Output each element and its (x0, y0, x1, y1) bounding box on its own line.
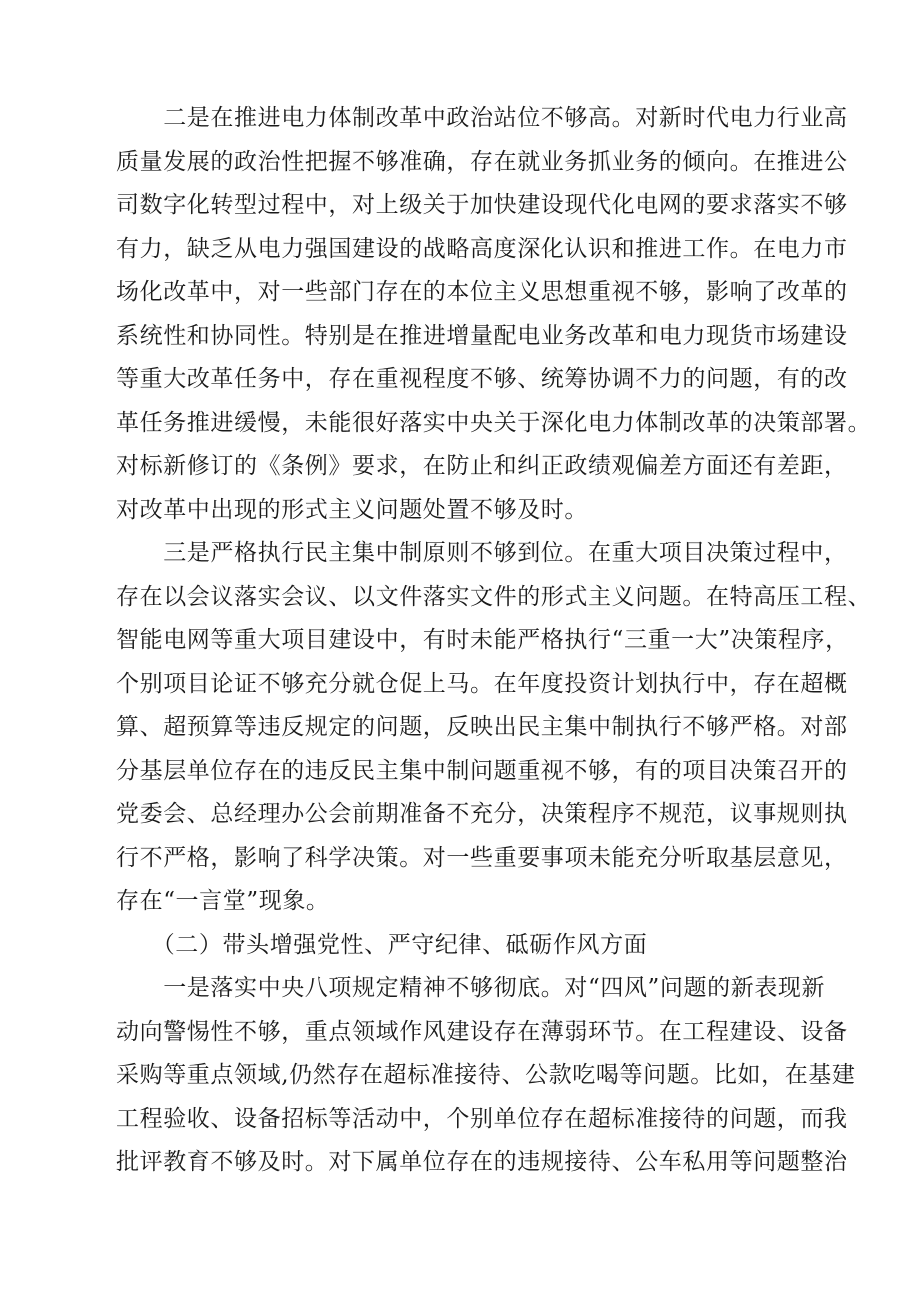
text-line: 工程验收、设备招标等活动中，个别单位存在超标准接待的问题，而我 (116, 1105, 848, 1132)
text-line: 质量发展的政治性把握不够准确，存在就业务抓业务的倾向。在推进公 (116, 148, 848, 175)
text-line: 个别项目论证不够充分就仓促上马。在年度投资计划执行中，存在超概 (116, 670, 848, 697)
text-line: 司数字化转型过程中，对上级关于加快建设现代化电网的要求落实不够 (116, 192, 848, 218)
document-body (116, 97, 872, 1185)
text-line: 对改革中出现的形式主义问题处置不够及时。 (116, 496, 588, 523)
text-line: 对标新修订的《条例》要求，在防止和纠正政绩观偏差方面还有差距， (116, 453, 848, 479)
text-line: 三是严格执行民主集中制原则不够到位。在重大项目决策过程中， (116, 540, 848, 566)
text-line: 存在以会议落实会议、以文件落实文件的形式主义问题。在特高压工程、 (116, 583, 872, 610)
text-line: 一是落实中央八项规定精神不够彻底。对“四风”问题的新表现新 (116, 975, 826, 1001)
text-line: 二是在推进电力体制改革中政治站位不够高。对新时代电力行业高 (116, 105, 848, 131)
text-line: 动向警惕性不够，重点领域作风建设存在薄弱环节。在工程建设、设备 (116, 1018, 848, 1045)
text-line: 系统性和协同性。特别是在推进增量配电业务改革和电力现货市场建设 (116, 322, 848, 349)
text-line: 智能电网等重大项目建设中，有时未能严格执行“三重一大”决策程序， (116, 627, 849, 653)
section-heading: （二）带头增强党性、严守纪律、砥砺作风方面 (116, 931, 648, 958)
text-line: 批评教育不够及时。对下属单位存在的违规接待、公车私用等问题整治 (116, 1149, 848, 1175)
text-line: 场化改革中，对一些部门存在的本位主义思想重视不够，影响了改革的 (116, 279, 848, 305)
text-line: 党委会、总经理办公会前期准备不充分，决策程序不规范，议事规则执 (116, 801, 848, 827)
text-line: 分基层单位存在的违反民主集中制问题重视不够，有的项目决策召开的 (116, 757, 848, 784)
text-line: 行不严格，影响了科学决策。对一些重要事项未能充分听取基层意见， (116, 844, 848, 871)
text-line: 算、超预算等违反规定的问题，反映出民主集中制执行不够严格。对部 (116, 714, 848, 740)
text-line: 存在“一言堂”现象。 (116, 888, 330, 914)
text-line: 有力，缺乏从电力强国建设的战略高度深化认识和推进工作。在电力市 (116, 235, 848, 262)
text-line: 革任务推进缓慢，未能很好落实中央关于深化电力体制改革的决策部署。 (116, 409, 872, 436)
text-line: 采购等重点领域,仍然存在超标准接待、公款吃喝等问题。比如，在基建 (116, 1062, 856, 1088)
text-line: 等重大改革任务中，存在重视程度不够、统筹协调不力的问题，有的改 (116, 366, 848, 392)
